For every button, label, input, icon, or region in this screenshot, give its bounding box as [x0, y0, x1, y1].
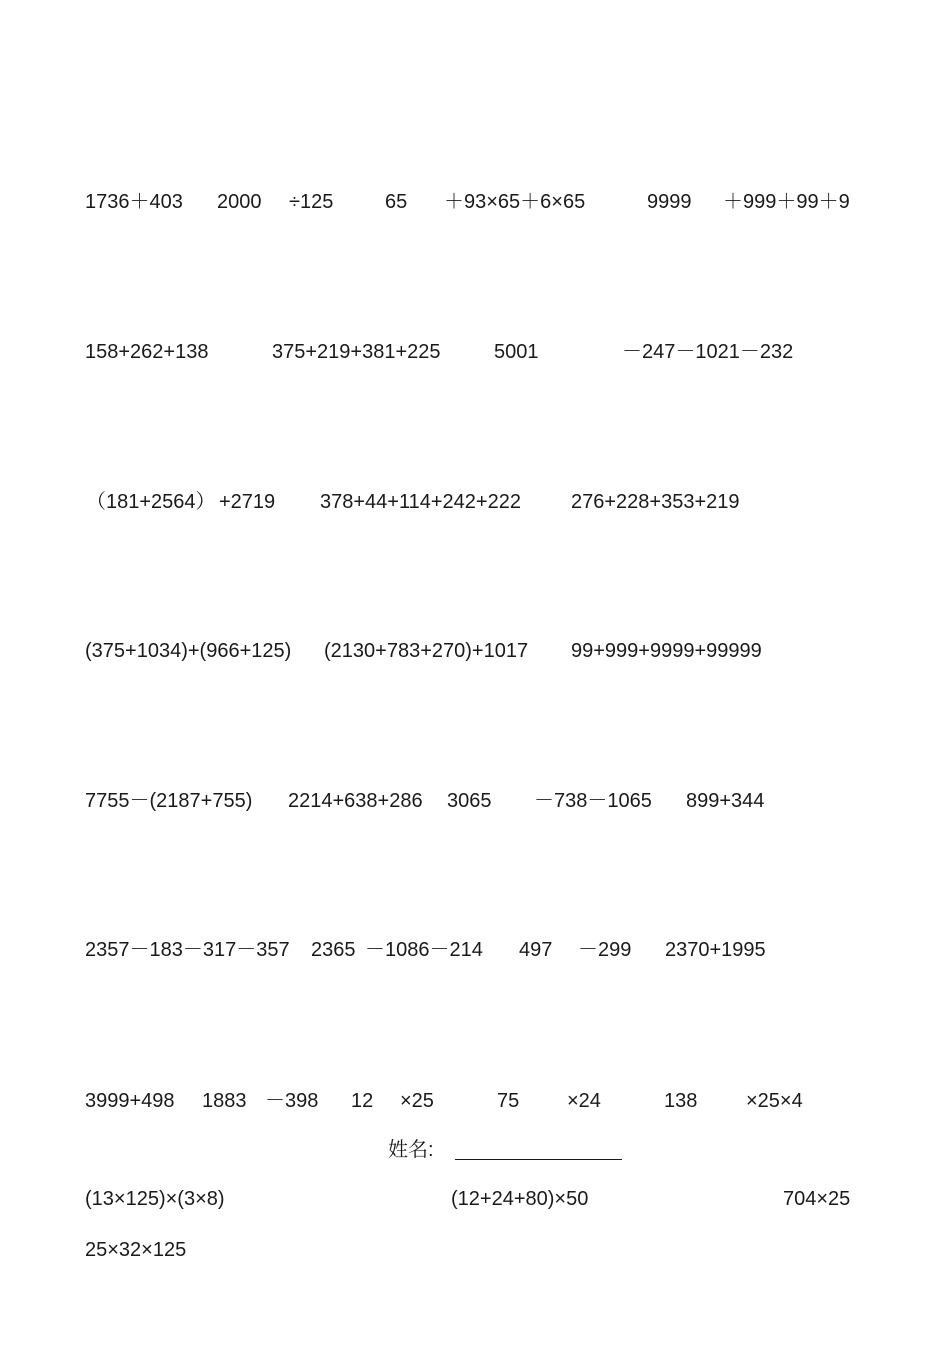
- problem-1-3a: 65: [385, 191, 408, 213]
- problem-9-1: 25×32×125: [85, 1239, 187, 1261]
- problem-7-3a: 12: [351, 1090, 374, 1112]
- problem-3-3: 276+228+353+219: [571, 491, 740, 513]
- problem-2-1: 158+262+138: [85, 341, 209, 363]
- problem-2-3b: －247－1021－232: [622, 341, 794, 363]
- problem-7-1: 3999+498: [85, 1090, 175, 1112]
- problem-5-1: 7755－(2187+755): [85, 790, 253, 812]
- name-blank-line: [455, 1159, 622, 1160]
- problem-4-2: (2130+783+270)+1017: [324, 640, 529, 662]
- problem-7-4a: 75: [497, 1090, 520, 1112]
- problem-3-2: 378+44+114+242+222: [320, 491, 521, 513]
- problem-5-2: 2214+638+286: [288, 790, 423, 812]
- problem-6-3b: －299: [578, 939, 632, 961]
- problem-1-2a: 2000: [217, 191, 262, 213]
- problem-6-2a: 2365: [311, 939, 356, 961]
- problem-6-4: 2370+1995: [665, 939, 766, 961]
- problem-7-4b: ×24: [567, 1090, 601, 1112]
- problem-7-2b: －398: [265, 1090, 319, 1112]
- problem-1-4a: 9999: [647, 191, 692, 213]
- problem-7-3b: ×25: [400, 1090, 434, 1112]
- problem-1-4b: ＋999＋99＋9: [723, 191, 850, 213]
- problem-3-1a: （181+2564）: [86, 491, 216, 513]
- problem-8-1: (13×125)×(3×8): [85, 1188, 225, 1210]
- problem-8-3: 704×25: [783, 1188, 851, 1210]
- problem-3-1b: +2719: [219, 491, 276, 513]
- problem-2-2: 375+219+381+225: [272, 341, 441, 363]
- problem-5-4: 899+344: [686, 790, 765, 812]
- name-label: 姓名:: [388, 1139, 434, 1161]
- problem-5-3b: －738－1065: [534, 790, 652, 812]
- problem-2-3a: 5001: [494, 341, 539, 363]
- problem-1-2b: ÷125: [289, 191, 334, 213]
- problem-4-1: (375+1034)+(966+125): [85, 640, 292, 662]
- problem-6-3a: 497: [519, 939, 553, 961]
- problem-7-5a: 138: [664, 1090, 698, 1112]
- problem-7-5b: ×25×4: [746, 1090, 803, 1112]
- problem-6-2b: －1086－214: [365, 939, 483, 961]
- problem-8-2: (12+24+80)×50: [451, 1188, 589, 1210]
- problem-1-3b: ＋93×65＋6×65: [444, 191, 586, 213]
- problem-4-3: 99+999+9999+99999: [571, 640, 762, 662]
- problem-5-3a: 3065: [447, 790, 492, 812]
- problem-6-1: 2357－183－317－357: [85, 939, 290, 961]
- problem-7-2a: 1883: [202, 1090, 247, 1112]
- problem-1-1: 1736＋403: [85, 191, 183, 213]
